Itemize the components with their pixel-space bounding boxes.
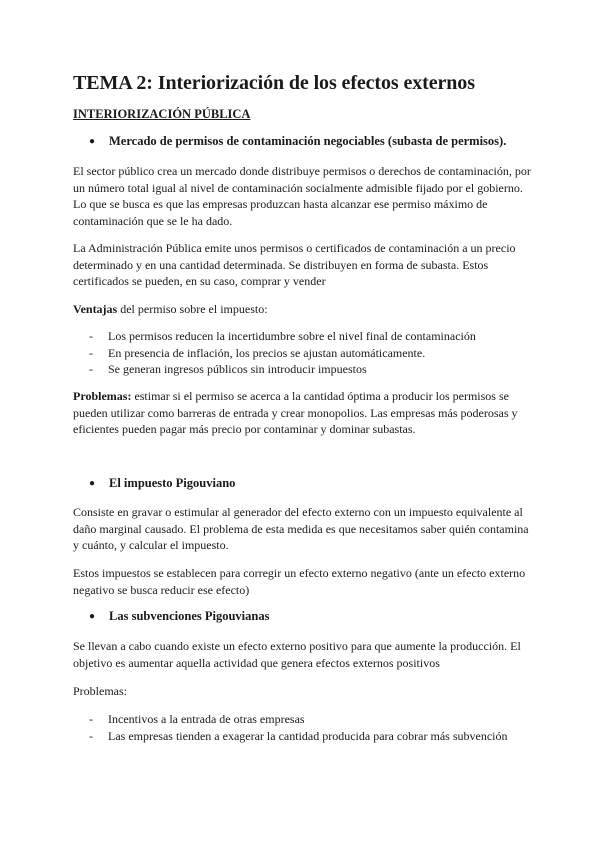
- ventajas-label: Ventajas: [73, 302, 118, 316]
- list-item: - Las empresas tienden a exagerar la cantidad producida para cobrar más subvención: [89, 728, 508, 743]
- problemas-list: [73, 711, 533, 744]
- paragraph: La Administración Pública emite unos permisos o certificados de contaminación a un precio determinado y en una cantidad determinada. Se distribuyen en forma de subasta. Estos certificados se pueden, en su caso, comprar y vender: [73, 241, 516, 288]
- ventajas-line: [73, 301, 533, 318]
- section-heading: INTERIORIZACIÓN PÚBLICA: [73, 107, 251, 121]
- bullet-heading-impuesto: [89, 476, 235, 491]
- ventajas-text: del permiso sobre el impuesto:: [117, 302, 268, 316]
- list-item: - Los permisos reducen la incertidumbre sobre el nivel final de contaminación: [89, 329, 476, 343]
- list-item: - En presencia de inflación, los precios se ajustan automáticamente.: [89, 345, 426, 360]
- bullet-icon: ●: [89, 611, 96, 622]
- paragraph: Estos impuestos se establecen para corregir un efecto externo negativo (ante un efecto externo negativo se busca reducir ese efecto): [73, 566, 526, 597]
- ventajas-list: [73, 328, 533, 378]
- bullet-heading-text: Mercado de permisos de contaminación negociables (subasta de permisos).: [109, 134, 507, 148]
- bullet-heading-text: Las subvenciones Pigouvianas: [109, 609, 270, 623]
- list-item: - Incentivos a la entrada de otras empresas: [89, 712, 305, 726]
- dash-icon: -: [89, 345, 93, 360]
- bullet-heading-text: El impuesto Pigouviano: [109, 476, 236, 490]
- paragraph: Se llevan a cabo cuando existe un efecto externo positivo para que aumente la producción. El objetivo es aumentar aquella actividad que genera efectos externos positivos: [73, 639, 521, 670]
- bullet-heading-permisos: [89, 134, 506, 149]
- bullet-icon: ●: [89, 478, 96, 489]
- problemas-label-line: Problemas:: [73, 684, 127, 698]
- paragraph: Consiste en gravar o estimular al generador del efecto externo con un impuesto equivalente al daño marginal causado. El problema de esta medida es que necesitamos saber quién contamina y cuánto, y calcular el impuesto.: [73, 505, 529, 552]
- dash-icon: -: [89, 712, 93, 726]
- page-title: TEMA 2: Interiorización de los efectos externos: [73, 72, 475, 94]
- dash-icon: -: [89, 728, 93, 743]
- problemas-paragraph: [73, 388, 533, 438]
- paragraph: El sector público crea un mercado donde distribuye permisos o derechos de contaminación, por un número total igual al nivel de contaminación socialmente admisible fijado por el gobierno. Lo que se busca es que las empresas produzcan hasta alcanzar ese permiso máximo de contaminación que se le ha dado.: [73, 164, 531, 228]
- problemas-text: estimar si el permiso se acerca a la cantidad óptima a producir los permisos se pueden utilizar como barreras de entrada y crear monopolios. Las empresas más poderosas y eficientes pueden pagar más precio por contaminar y dominar subastas.: [73, 389, 518, 436]
- bullet-heading-subvenciones: [89, 609, 269, 624]
- list-item: - Se generan ingresos públicos sin introducir impuestos: [89, 362, 367, 376]
- bullet-icon: ●: [89, 136, 96, 147]
- dash-icon: -: [89, 362, 93, 376]
- dash-icon: -: [89, 329, 93, 343]
- problemas-label: Problemas:: [73, 389, 132, 403]
